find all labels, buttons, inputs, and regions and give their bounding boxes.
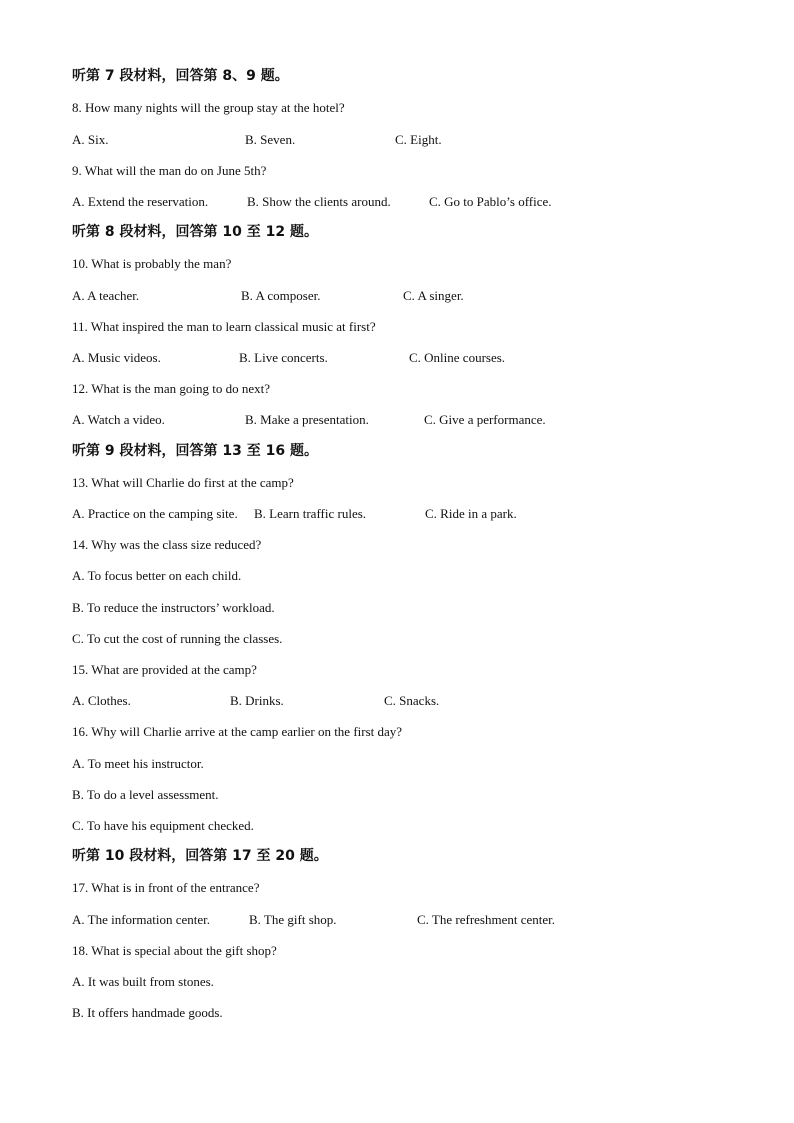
question-17: 17. What is in front of the entrance?: [72, 880, 260, 895]
q17-option-a: A. The information center.: [72, 912, 211, 927]
q12-option-a: A. Watch a video.: [72, 412, 165, 427]
question-8: 8. How many nights will the group stay at the hotel?: [72, 100, 345, 115]
q10-option-a: A. A teacher.: [72, 288, 140, 303]
q12-option-b: B. Make a presentation.: [245, 412, 369, 427]
q11-option-c: C. Online courses.: [409, 350, 506, 365]
q15-option-b: B. Drinks.: [230, 693, 284, 708]
question-16: 16. Why will Charlie arrive at the camp earlier on the first day?: [72, 724, 403, 739]
q18-option-b: B. It offers handmade goods.: [72, 1005, 223, 1020]
q15-option-c: C. Snacks.: [384, 693, 440, 708]
q18-option-a: A. It was built from stones.: [72, 974, 214, 989]
q11-option-b: B. Live concerts.: [239, 350, 328, 365]
section-heading-9: 听第 9 段材料，回答第 13 至 16 题。: [72, 443, 318, 459]
question-13: 13. What will Charlie do first at the camp?: [72, 475, 294, 490]
question-12: 12. What is the man going to do next?: [72, 381, 270, 396]
question-18: 18. What is special about the gift shop?: [72, 943, 277, 958]
q14-option-a: A. To focus better on each child.: [72, 568, 242, 583]
question-14: 14. Why was the class size reduced?: [72, 537, 262, 552]
q8-option-c: C. Eight.: [395, 132, 442, 147]
q8-option-a: A. Six.: [72, 132, 109, 147]
q13-option-b: B. Learn traffic rules.: [254, 506, 367, 521]
q12-option-c: C. Give a performance.: [424, 412, 546, 427]
q16-option-a: A. To meet his instructor.: [72, 756, 204, 771]
section-heading-10: 听第 10 段材料，回答第 17 至 20 题。: [72, 848, 328, 864]
question-10: 10. What is probably the man?: [72, 256, 232, 271]
q13-option-a: A. Practice on the camping site.: [72, 506, 238, 521]
question-9: 9. What will the man do on June 5th?: [72, 163, 267, 178]
q14-option-c: C. To cut the cost of running the classes.: [72, 631, 283, 646]
q9-option-a: A. Extend the reservation.: [72, 194, 209, 209]
section-heading-8: 听第 8 段材料，回答第 10 至 12 题。: [72, 224, 318, 240]
question-15: 15. What are provided at the camp?: [72, 662, 257, 677]
q16-option-c: C. To have his equipment checked.: [72, 818, 254, 833]
question-11: 11. What inspired the man to learn classical music at first?: [72, 319, 376, 334]
q10-option-b: B. A composer.: [241, 288, 321, 303]
q8-option-b: B. Seven.: [245, 132, 296, 147]
q9-option-c: C. Go to Pablo’s office.: [429, 194, 552, 209]
q14-option-b: B. To reduce the instructors’ workload.: [72, 600, 275, 615]
q16-option-b: B. To do a level assessment.: [72, 787, 219, 802]
q10-option-c: C. A singer.: [403, 288, 464, 303]
q17-option-c: C. The refreshment center.: [417, 912, 556, 927]
section-heading-7: 听第 7 段材料，回答第 8、9 题。: [72, 68, 289, 84]
q9-option-b: B. Show the clients around.: [247, 194, 391, 209]
q17-option-b: B. The gift shop.: [249, 912, 337, 927]
q15-option-a: A. Clothes.: [72, 693, 131, 708]
q11-option-a: A. Music videos.: [72, 350, 161, 365]
q13-option-c: C. Ride in a park.: [425, 506, 517, 521]
